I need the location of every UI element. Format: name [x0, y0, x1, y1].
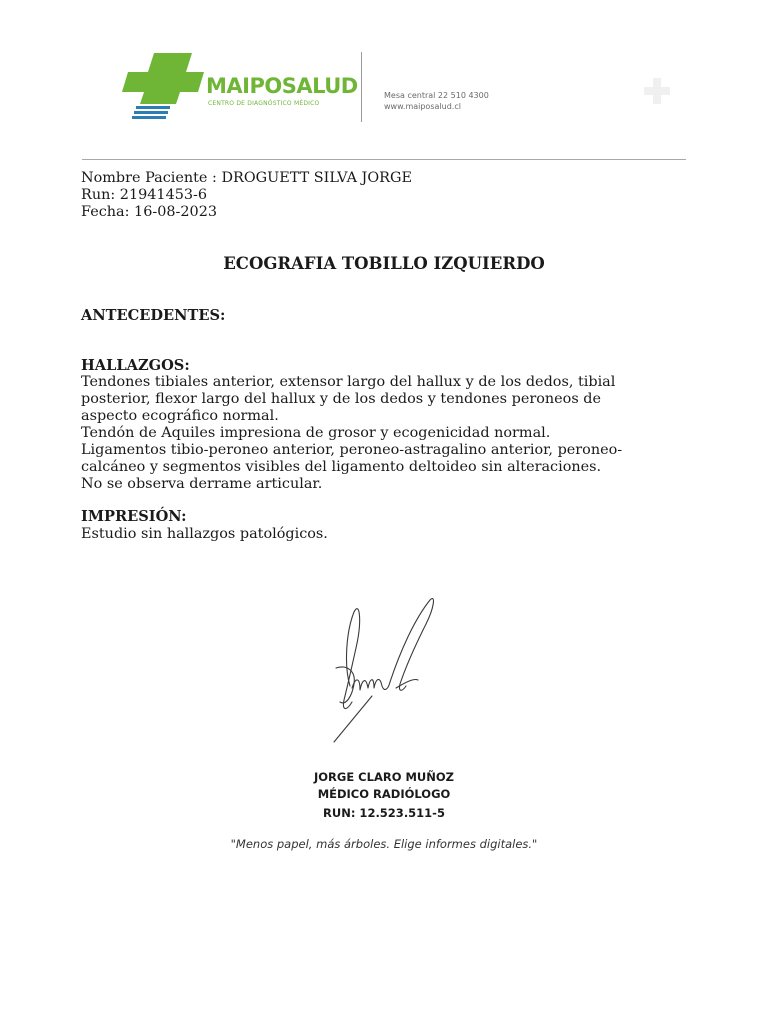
hallazgos-line: aspecto ecográfico normal.	[81, 408, 279, 424]
signer-run: RUN: 12.523.511-5	[323, 806, 445, 820]
report-title: ECOGRAFIA TOBILLO IZQUIERDO	[223, 254, 545, 273]
hallazgos-line: posterior, flexor largo del hallux y de los dedos y tendones peroneos de	[81, 391, 602, 407]
exam-date: Fecha: 16-08-2023	[81, 204, 218, 220]
footer-quote: "Menos papel, más árboles. Elige informes digitales."	[230, 837, 538, 851]
medical-cross-logo-icon	[122, 53, 204, 119]
hallazgos-heading: HALLAZGOS:	[81, 357, 190, 374]
impresion-text: Estudio sin hallazgos patológicos.	[81, 526, 328, 542]
handwritten-signature	[326, 592, 436, 744]
contact-website: www.maiposalud.cl	[384, 102, 461, 111]
brand-name: MAIPOSALUD	[206, 74, 358, 98]
hallazgos-line: calcáneo y segmentos visibles del ligamento deltoideo sin alteraciones.	[81, 459, 602, 475]
header-rule	[82, 159, 686, 160]
hallazgos-line: Tendón de Aquiles impresiona de grosor y ecogenicidad normal.	[81, 425, 551, 441]
brand-subtitle: CENTRO DE DIAGNÓSTICO MÉDICO	[208, 100, 320, 107]
antecedentes-heading: ANTECEDENTES:	[81, 307, 226, 324]
header-divider	[361, 52, 362, 122]
contact-phone: Mesa central 22 510 4300	[384, 91, 489, 100]
signer-title: MÉDICO RADIÓLOGO	[317, 787, 451, 801]
patient-name: Nombre Paciente : DROGUETT SILVA JORGE	[81, 170, 412, 186]
hallazgos-line: Tendones tibiales anterior, extensor largo del hallux y de los dedos, tibial	[81, 374, 616, 390]
hallazgos-line: Ligamentos tibio-peroneo anterior, peroneo-astragalino anterior, peroneo-	[81, 442, 623, 458]
faint-cross-watermark-icon	[642, 76, 672, 106]
impresion-heading: IMPRESIÓN:	[81, 508, 187, 525]
signer-name: JORGE CLARO MUÑOZ	[313, 770, 455, 784]
hallazgos-line: No se observa derrame articular.	[81, 476, 323, 492]
patient-run: Run: 21941453-6	[81, 187, 208, 203]
